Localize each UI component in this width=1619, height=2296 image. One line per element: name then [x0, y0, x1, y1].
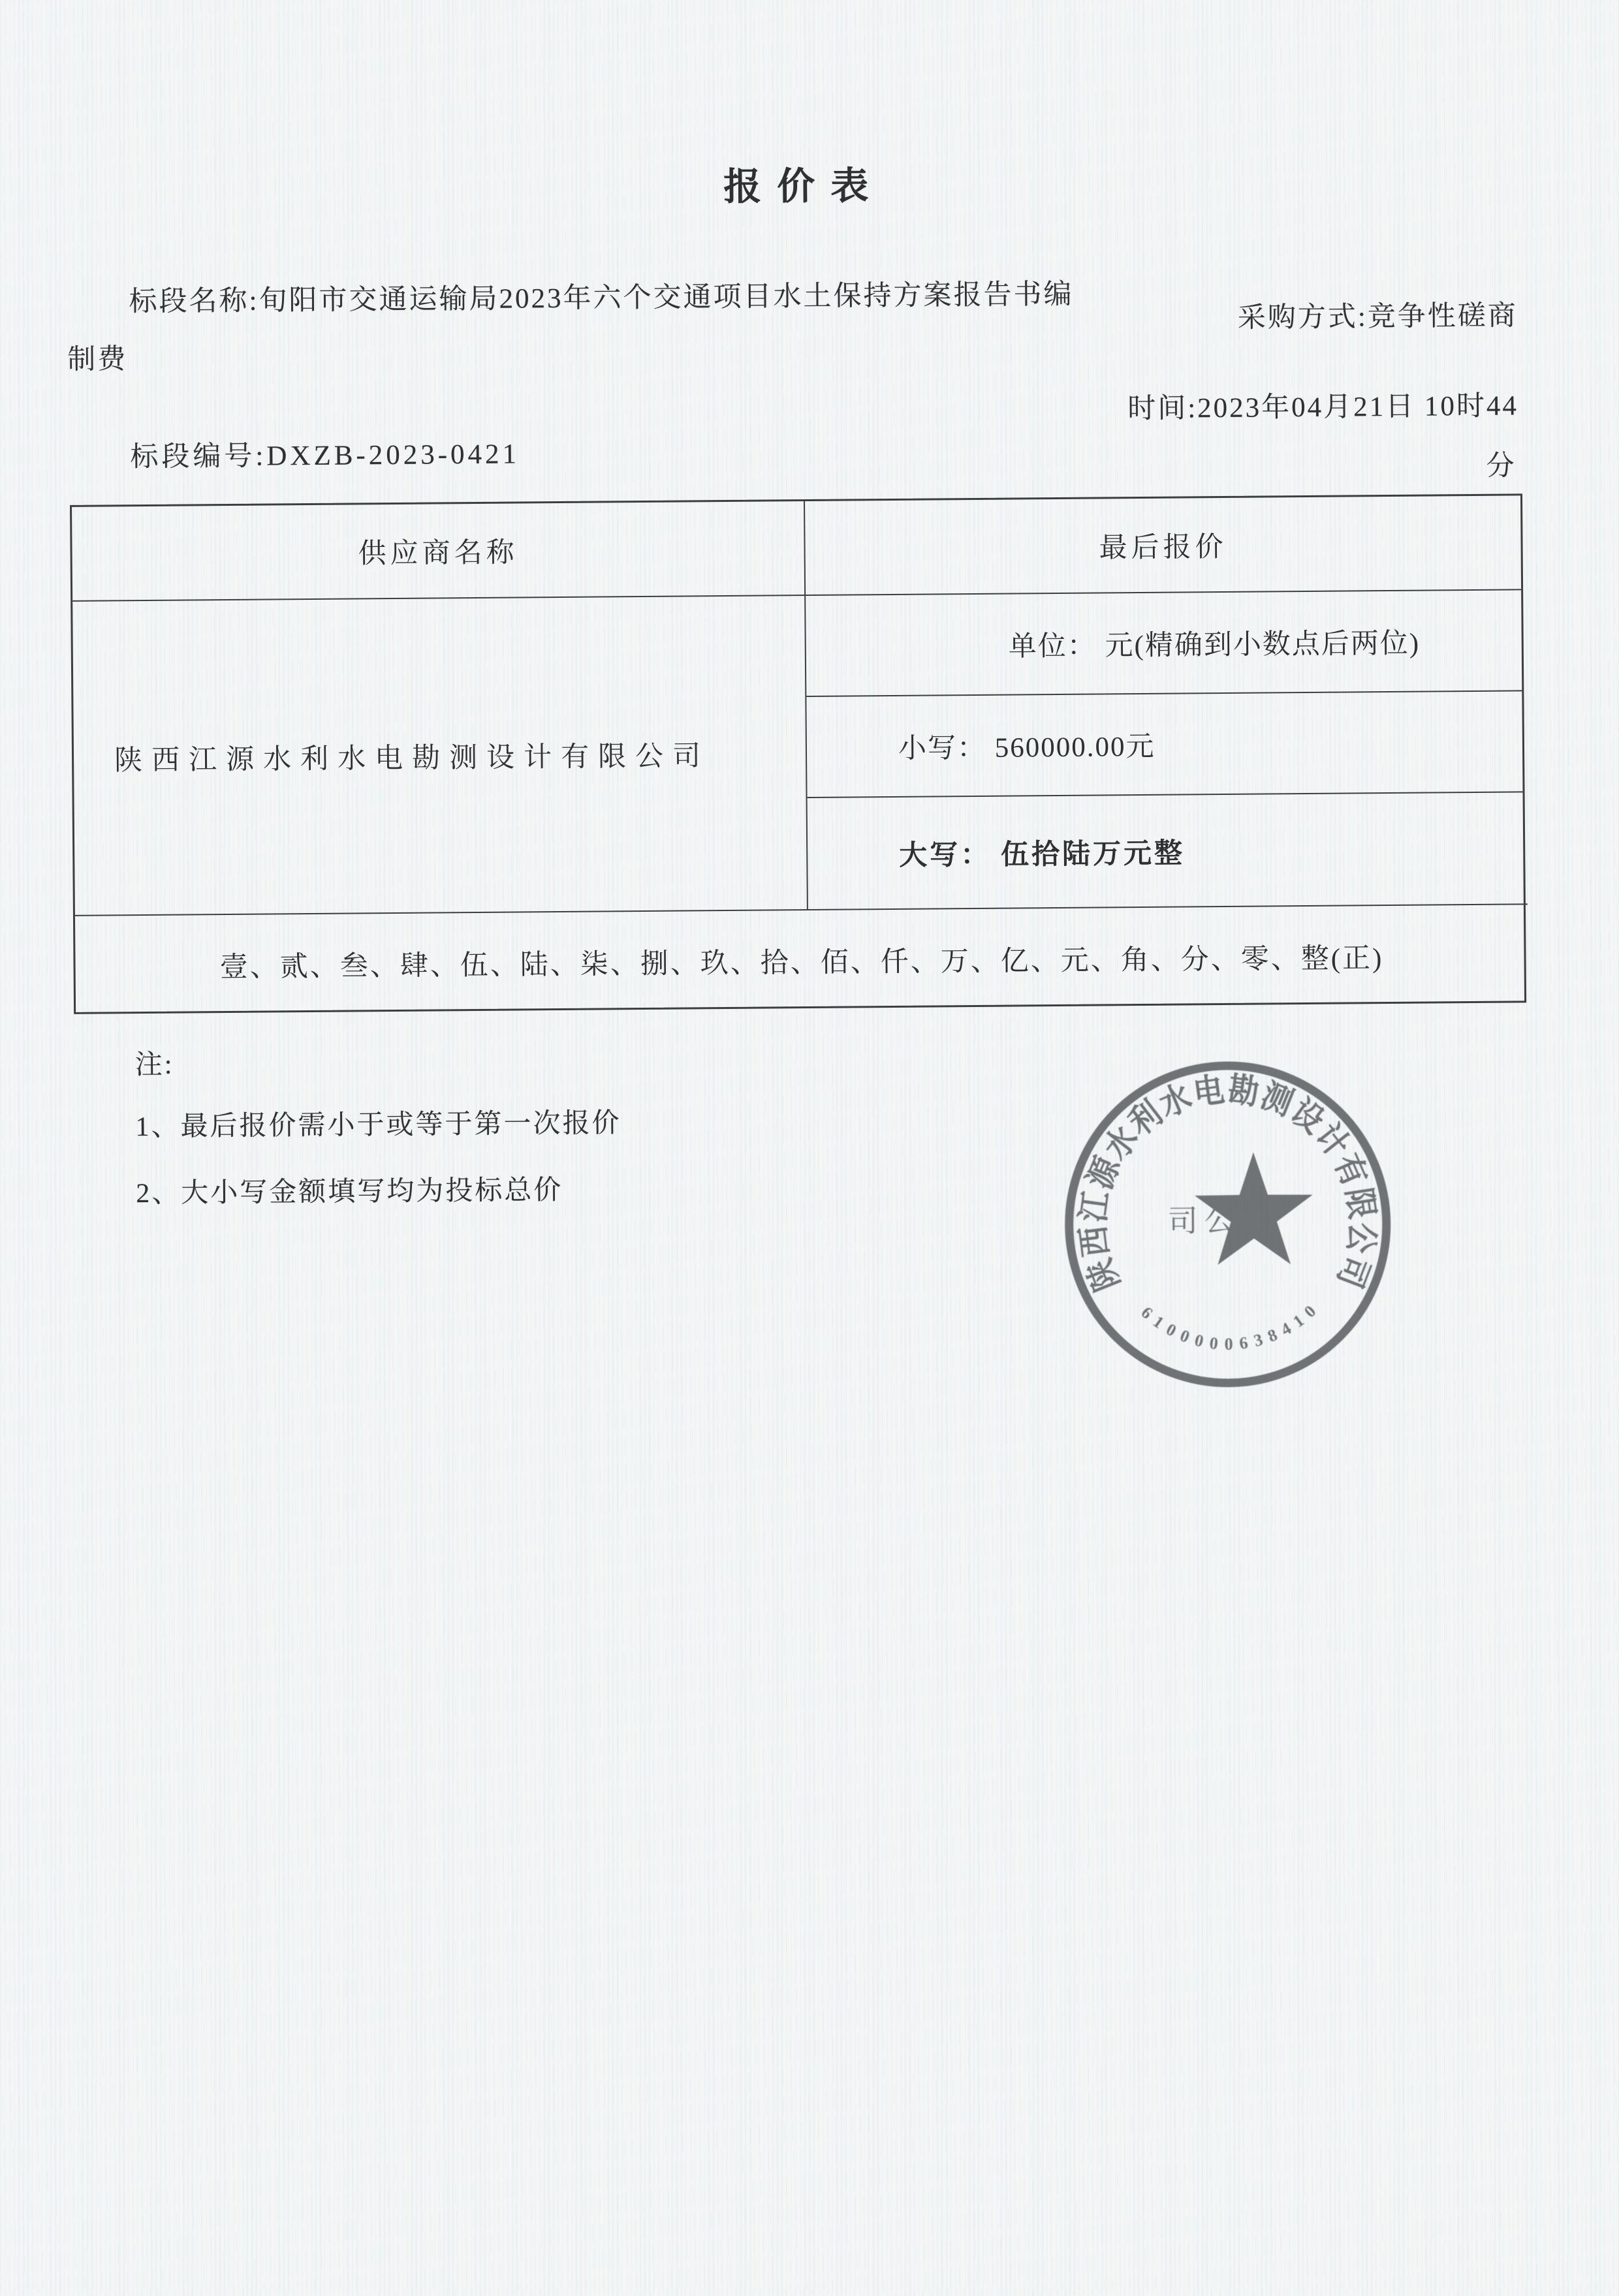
note-item-1: 1、最后报价需小于或等于第一次报价	[135, 1108, 621, 1143]
seal-center-text: 司公	[1167, 1203, 1241, 1238]
company-seal	[1057, 1053, 1399, 1395]
section-name-line2: 制费	[67, 344, 128, 375]
amount-in-figures-cell: 小写： 560000.00元	[806, 691, 1522, 798]
section-code: 标段编号:DXZB-2023-0421	[130, 439, 520, 473]
amount-in-words-cell: 大写： 伍拾陆万元整	[899, 837, 1186, 871]
section-name-line1: 标段名称:旬阳市交通运输局2023年六个交通项目水土保持方案报告书编	[129, 279, 1074, 318]
table-header-final-offer: 最后报价	[805, 495, 1521, 596]
table-header-supplier: 供应商名称	[72, 501, 806, 602]
quote-time-line1: 时间:2023年04月21日 10时44	[1127, 390, 1519, 425]
quotation-table	[70, 493, 1526, 1014]
procurement-method: 采购方式:竞争性磋商	[1237, 300, 1518, 334]
seal-ring-text: 陕西江源水利水电勘测设计有限公司	[1074, 1070, 1381, 1297]
unit-cell: 单位： 元(精确到小数点后两位)	[806, 590, 1522, 697]
note-item-2: 2、大小写金额填写均为投标总价	[136, 1175, 563, 1209]
notes-label: 注:	[134, 1049, 174, 1081]
seal-serial-number: 6100000638410	[1137, 1301, 1320, 1354]
chinese-numerals-legend-cell: 壹、贰、叁、肆、伍、陆、柒、捌、玖、拾、佰、仟、万、亿、元、角、分、零、整(正)	[75, 903, 1528, 1016]
page-title: 报价表	[723, 164, 885, 208]
quote-time-line2: 分	[1486, 450, 1517, 482]
supplier-name-cell: 陕西江源水利水电勘测设计有限公司	[72, 596, 808, 915]
